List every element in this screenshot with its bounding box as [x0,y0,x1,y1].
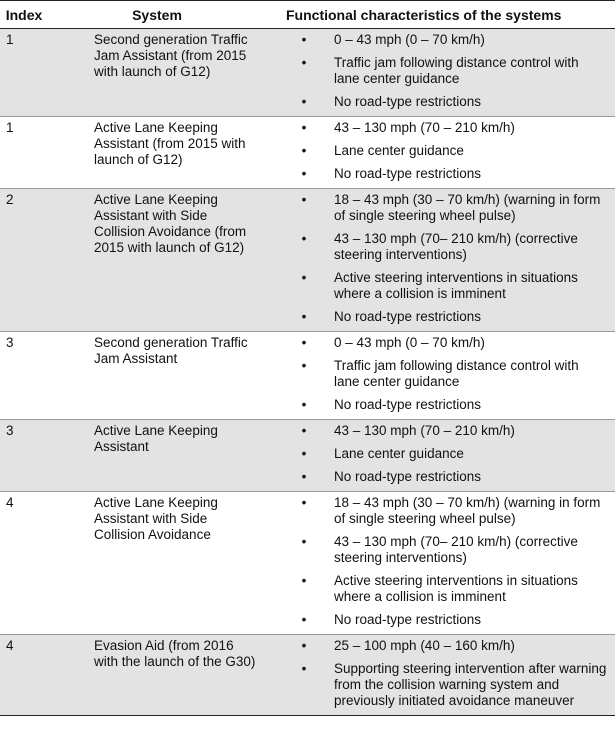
bullet-text: 43 – 130 mph (70 – 210 km/h) [334,120,515,135]
bullet-text: 18 – 43 mph (30 – 70 km/h) (warning in form of single steering wheel pulse) [334,192,601,223]
row-system: Active Lane Keeping Assistant [94,423,218,454]
table-row [0,492,615,635]
table-header [0,0,615,29]
bullet-icon: • [301,192,307,207]
list-item [266,638,607,654]
bullet-icon: • [301,423,307,438]
list-item [266,661,607,709]
bullet-icon: • [301,638,307,653]
row-functional [266,332,615,419]
row-index: 2 [6,192,14,207]
list-item [266,120,607,136]
row-index: 1 [6,32,14,47]
bullet-text: Traffic jam following distance control with lane center guidance [334,358,579,389]
bullet-icon: • [301,495,307,510]
bullet-text: 43 – 130 mph (70– 210 km/h) (corrective steering interventions) [334,231,578,262]
row-functional [266,29,615,116]
row-system: Active Lane Keeping Assistant (from 2015 with launch of G12) [94,120,246,167]
row-functional [266,117,615,188]
row-system: Active Lane Keeping Assistant with Side Collision Avoidance [94,495,218,542]
row-index: 1 [6,120,14,135]
bullet-icon: • [301,335,307,350]
row-system: Active Lane Keeping Assistant with Side Collision Avoidance (from 2015 with launch of G12) [94,192,247,255]
list-item [266,335,607,351]
row-index: 3 [6,335,14,350]
bullet-text: Traffic jam following distance control with lane center guidance [334,55,579,86]
row-index: 4 [6,638,14,653]
table-row [0,332,615,420]
bullet-icon: • [301,397,307,412]
list-item [266,495,607,527]
bullet-text: 43 – 130 mph (70– 210 km/h) (corrective steering interventions) [334,534,578,565]
header-system: System [132,6,182,23]
row-index: 3 [6,423,14,438]
bullet-icon: • [301,32,307,47]
bullet-icon: • [301,469,307,484]
bullet-icon: • [301,309,307,324]
list-item [266,573,607,605]
row-system: Second generation Traffic Jam Assistant [94,335,248,366]
bullet-text: Supporting steering intervention after warning from the collision warning system and previously initiated avoidance maneuver [334,661,607,708]
list-item [266,534,607,566]
row-functional [266,189,615,331]
bullet-text: Lane center guidance [334,143,464,158]
bullet-icon: • [301,534,307,549]
table-row [0,635,615,716]
table-body [0,29,615,716]
list-item [266,231,607,263]
bullet-icon: • [301,94,307,109]
row-functional [266,420,615,491]
bullet-icon: • [301,446,307,461]
header-functional: Functional characteristics of the systems [286,6,562,23]
bullet-text: No road-type restrictions [334,397,482,412]
bullet-icon: • [301,55,307,70]
bullet-text: 18 – 43 mph (30 – 70 km/h) (warning in form of single steering wheel pulse) [334,495,601,526]
bullet-text: No road-type restrictions [334,469,482,484]
table-row [0,189,615,332]
bullet-text: Lane center guidance [334,446,464,461]
list-item [266,423,607,439]
list-item [266,358,607,390]
table-row [0,29,615,117]
bullet-text: Active steering interventions in situations where a collision is imminent [334,573,578,604]
bullet-icon: • [301,120,307,135]
bullet-icon: • [301,612,307,627]
bullet-icon: • [301,270,307,285]
bullet-icon: • [301,166,307,181]
bullet-text: No road-type restrictions [334,94,482,109]
row-system: Second generation Traffic Jam Assistant (from 2015 with launch of G12) [94,32,248,79]
bullet-text: No road-type restrictions [334,166,482,181]
header-index: Index [5,6,43,23]
bullet-icon: • [301,143,307,158]
bullet-text: No road-type restrictions [334,612,482,627]
list-item [266,612,607,628]
bullet-icon: • [301,661,307,676]
list-item [266,55,607,87]
list-item [266,309,607,325]
list-item [266,397,607,413]
list-item [266,166,607,182]
bullet-text: Active steering interventions in situations where a collision is imminent [334,270,578,301]
list-item [266,270,607,302]
list-item [266,469,607,485]
bullet-text: 25 – 100 mph (40 – 160 km/h) [334,638,515,653]
bullet-icon: • [301,231,307,246]
bullet-icon: • [301,358,307,373]
list-item [266,32,607,48]
row-functional [266,492,615,634]
table-row [0,117,615,189]
row-system: Evasion Aid (from 2016 with the launch of the G30) [94,638,256,669]
list-item [266,94,607,110]
bullet-icon: • [301,573,307,588]
bullet-text: 43 – 130 mph (70 – 210 km/h) [334,423,515,438]
list-item [266,446,607,462]
row-functional [266,635,615,715]
bullet-text: 0 – 43 mph (0 – 70 km/h) [334,32,485,47]
table-row [0,420,615,492]
list-item [266,192,607,224]
bullet-text: No road-type restrictions [334,309,482,324]
row-index: 4 [6,495,14,510]
bullet-text: 0 – 43 mph (0 – 70 km/h) [334,335,485,350]
list-item [266,143,607,159]
